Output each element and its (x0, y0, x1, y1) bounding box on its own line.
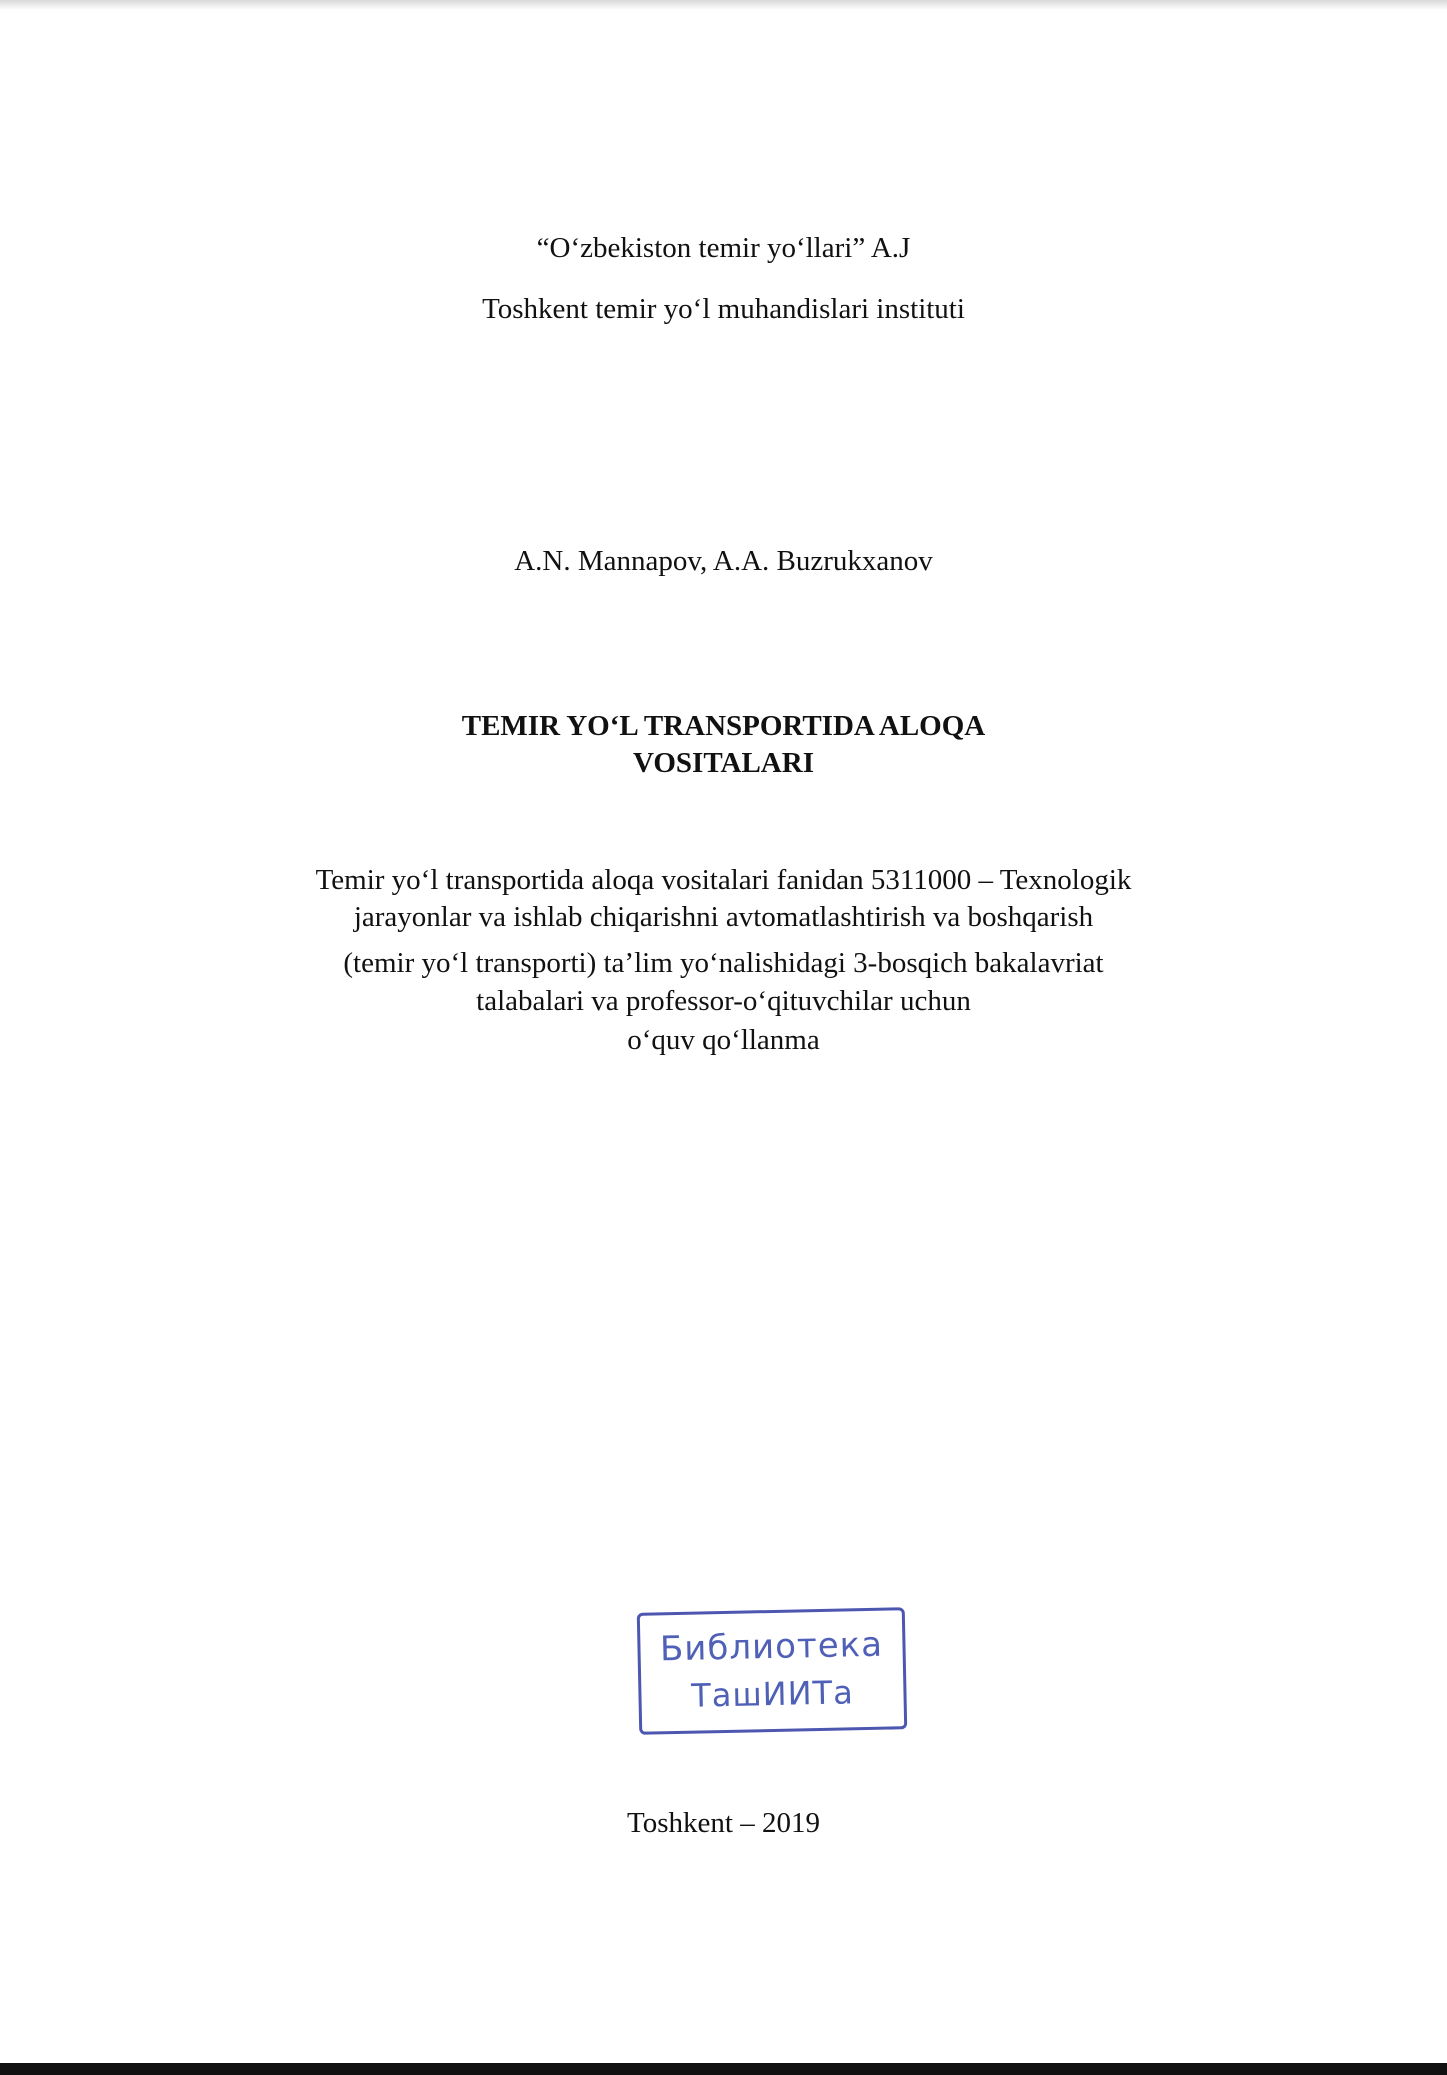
book-title-line-2: VOSITALARI (633, 747, 814, 779)
library-stamp (637, 1607, 907, 1735)
description-line: jarayonlar va ishlab chiqarishni avtomatlashtirish va boshqarish (353, 901, 1094, 933)
scan-edge-bottom (0, 2063, 1447, 2075)
organization-name: “O‘zbekiston temir yo‘llari” A.J (536, 232, 911, 264)
description-line: talabalari va professor-o‘qituvchilar uchun (476, 985, 971, 1017)
city-year: Toshkent – 2019 (627, 1807, 820, 1839)
book-title-line-1: TEMIR YO‘L TRANSPORTIDA ALOQA (461, 710, 986, 742)
description-line: Temir yo‘l transportida aloqa vositalari fanidan 5311000 – Texnologik (315, 864, 1132, 896)
institute-name: Toshkent temir yo‘l muhandislari instituti (482, 293, 965, 325)
description-line: (temir yo‘l transporti) ta’lim yo‘nalishidagi 3-bosqich bakalavriat (343, 947, 1104, 979)
stamp-line-2: ТашИИТа (690, 1673, 855, 1715)
description-line: o‘quv qo‘llanma (627, 1024, 820, 1056)
stamp-line-1: Библиотека (659, 1624, 884, 1670)
scan-edge-top (0, 0, 1447, 10)
authors: A.N. Mannapov, A.A. Buzrukxanov (514, 545, 933, 577)
